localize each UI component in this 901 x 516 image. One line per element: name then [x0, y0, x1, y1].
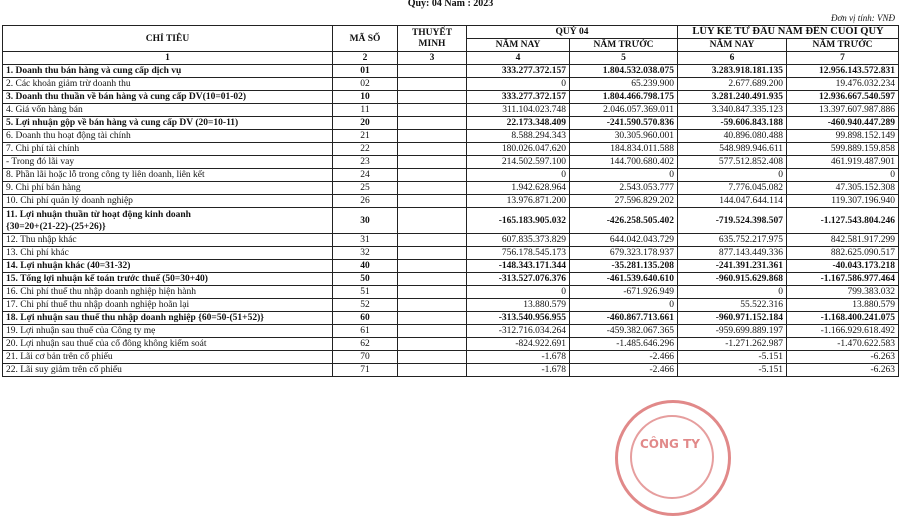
table-row	[3, 78, 899, 91]
value-ytd-last-year: 842.581.917.299	[787, 234, 899, 247]
row-label: 9. Chi phí bán hàng	[3, 182, 333, 195]
value-quarter-this-year: 0	[467, 169, 570, 182]
value-quarter-this-year: -312.716.034.264	[467, 325, 570, 338]
table-row	[3, 273, 899, 286]
value-quarter-this-year: 0	[467, 78, 570, 91]
value-ytd-last-year: -460.940.447.289	[787, 117, 899, 130]
value-quarter-last-year: -35.281.135.208	[570, 260, 678, 273]
table-row	[3, 351, 899, 364]
row-code: 11	[333, 104, 398, 117]
value-quarter-this-year: -824.922.691	[467, 338, 570, 351]
row-code: 21	[333, 130, 398, 143]
row-label: 18. Lợi nhuận sau thuế thu nhập doanh nghiệp {60=50-(51+52)}	[3, 312, 333, 325]
col-header-ytd-last-year: NĂM TRƯỚC	[787, 39, 899, 52]
row-code: 70	[333, 351, 398, 364]
row-note	[398, 91, 467, 104]
value-quarter-this-year: 22.173.348.409	[467, 117, 570, 130]
value-quarter-last-year: 1.804.532.038.075	[570, 65, 678, 78]
row-code: 22	[333, 143, 398, 156]
table-row	[3, 338, 899, 351]
value-ytd-this-year: 0	[678, 286, 787, 299]
table-row	[3, 286, 899, 299]
value-ytd-last-year: 882.625.090.517	[787, 247, 899, 260]
value-ytd-last-year: 0	[787, 169, 899, 182]
row-note	[398, 299, 467, 312]
row-code: 01	[333, 65, 398, 78]
value-ytd-last-year: -40.043.173.218	[787, 260, 899, 273]
table-row	[3, 247, 899, 260]
value-quarter-this-year: 607.835.373.829	[467, 234, 570, 247]
value-ytd-last-year: 12.936.667.540.597	[787, 91, 899, 104]
row-note	[398, 104, 467, 117]
row-label: 22. Lãi suy giảm trên cổ phiếu	[3, 364, 333, 377]
row-code: 50	[333, 273, 398, 286]
value-ytd-last-year: 19.476.032.234	[787, 78, 899, 91]
row-code: 10	[333, 91, 398, 104]
table-row	[3, 260, 899, 273]
value-quarter-this-year: 180.026.047.620	[467, 143, 570, 156]
value-ytd-this-year: -1.271.262.987	[678, 338, 787, 351]
table-row	[3, 182, 899, 195]
col-header-quarter: QUÝ 04	[467, 26, 678, 39]
value-quarter-this-year: -1.678	[467, 351, 570, 364]
value-quarter-last-year: 0	[570, 169, 678, 182]
col-header-ytd-this-year: NĂM NAY	[678, 39, 787, 52]
row-code: 40	[333, 260, 398, 273]
row-code: 25	[333, 182, 398, 195]
company-seal-inner-ring	[630, 415, 714, 499]
row-code: 30	[333, 208, 398, 234]
row-label-line1: 11. Lợi nhuận thuần từ hoạt động kinh doanh	[6, 209, 191, 220]
value-quarter-last-year: -460.867.713.661	[570, 312, 678, 325]
value-ytd-this-year: -5.151	[678, 364, 787, 377]
value-quarter-last-year: -459.382.067.365	[570, 325, 678, 338]
value-quarter-last-year: 679.323.178.937	[570, 247, 678, 260]
value-ytd-this-year: 3.283.918.181.135	[678, 65, 787, 78]
value-ytd-last-year: 119.307.196.940	[787, 195, 899, 208]
col-index: 1	[3, 52, 333, 65]
row-code: 32	[333, 247, 398, 260]
value-quarter-last-year: -1.485.646.296	[570, 338, 678, 351]
row-code: 26	[333, 195, 398, 208]
value-ytd-last-year: -1.166.929.618.492	[787, 325, 899, 338]
value-ytd-this-year: 40.896.080.488	[678, 130, 787, 143]
table-row	[3, 195, 899, 208]
value-ytd-this-year: 144.047.644.114	[678, 195, 787, 208]
value-ytd-this-year: -960.971.152.184	[678, 312, 787, 325]
col-header-note-line2: MINH	[418, 39, 446, 49]
value-quarter-this-year: 0	[467, 286, 570, 299]
table-row	[3, 208, 899, 234]
value-ytd-last-year: 12.956.143.572.831	[787, 65, 899, 78]
value-quarter-this-year: 311.104.023.748	[467, 104, 570, 117]
row-label: 19. Lợi nhuận sau thuế của Công ty mẹ	[3, 325, 333, 338]
col-index: 5	[570, 52, 678, 65]
value-ytd-last-year: -1.470.622.583	[787, 338, 899, 351]
row-code: 52	[333, 299, 398, 312]
row-label: 7. Chi phí tài chính	[3, 143, 333, 156]
table-row	[3, 156, 899, 169]
row-note	[398, 65, 467, 78]
row-note	[398, 364, 467, 377]
row-label: 6. Doanh thu hoạt động tài chính	[3, 130, 333, 143]
row-note	[398, 338, 467, 351]
value-ytd-this-year: -241.391.231.361	[678, 260, 787, 273]
value-quarter-this-year: -313.527.076.376	[467, 273, 570, 286]
value-quarter-last-year: 65.239.900	[570, 78, 678, 91]
row-note	[398, 234, 467, 247]
row-code: 23	[333, 156, 398, 169]
value-ytd-last-year: 13.397.607.987.886	[787, 104, 899, 117]
value-ytd-last-year: -1.167.586.977.464	[787, 273, 899, 286]
row-label: - Trong đó lãi vay	[3, 156, 333, 169]
col-header-note	[398, 26, 467, 52]
row-note	[398, 351, 467, 364]
row-label: 5. Lợi nhuận gộp về bán hàng và cung cấp DV (20=10-11)	[3, 117, 333, 130]
income-statement-table	[2, 25, 899, 377]
row-label: 12. Thu nhập khác	[3, 234, 333, 247]
value-quarter-this-year: -313.540.956.955	[467, 312, 570, 325]
col-index: 7	[787, 52, 899, 65]
value-quarter-this-year: 333.277.372.157	[467, 65, 570, 78]
value-quarter-last-year: 184.834.011.588	[570, 143, 678, 156]
row-label: 21. Lãi cơ bản trên cổ phiếu	[3, 351, 333, 364]
value-ytd-last-year: 599.889.159.858	[787, 143, 899, 156]
table-row	[3, 312, 899, 325]
table-row	[3, 65, 899, 78]
row-label: 14. Lợi nhuận khác (40=31-32)	[3, 260, 333, 273]
row-note	[398, 78, 467, 91]
value-quarter-last-year: 27.596.829.202	[570, 195, 678, 208]
row-note	[398, 286, 467, 299]
row-code: 02	[333, 78, 398, 91]
table-row	[3, 91, 899, 104]
row-code: 31	[333, 234, 398, 247]
row-note	[398, 156, 467, 169]
value-quarter-last-year: -426.258.505.402	[570, 208, 678, 234]
table-row	[3, 325, 899, 338]
row-note	[398, 260, 467, 273]
row-label: 17. Chi phí thuế thu nhập doanh nghiệp hoãn lại	[3, 299, 333, 312]
value-quarter-last-year: 2.543.053.777	[570, 182, 678, 195]
col-index: 3	[398, 52, 467, 65]
row-code: 60	[333, 312, 398, 325]
row-label: 3. Doanh thu thuần về bán hàng và cung cấp DV(10=01-02)	[3, 91, 333, 104]
row-label: 2. Các khoản giảm trừ doanh thu	[3, 78, 333, 91]
report-period: Quý: 04 Năm : 2023	[407, 0, 494, 9]
row-code: 24	[333, 169, 398, 182]
currency-unit: Đơn vị tính: VNĐ	[830, 13, 895, 23]
value-ytd-last-year: 47.305.152.308	[787, 182, 899, 195]
row-code: 62	[333, 338, 398, 351]
row-label: 16. Chi phí thuế thu nhập doanh nghiệp hiện hành	[3, 286, 333, 299]
col-index: 4	[467, 52, 570, 65]
value-ytd-this-year: -59.606.843.188	[678, 117, 787, 130]
row-label: 8. Phần lãi hoặc lỗ trong công ty liên doanh, liên kết	[3, 169, 333, 182]
value-quarter-last-year: 0	[570, 299, 678, 312]
value-quarter-last-year: -461.539.640.610	[570, 273, 678, 286]
row-note	[398, 208, 467, 234]
col-index: 2	[333, 52, 398, 65]
col-header-q-last-year: NĂM TRƯỚC	[570, 39, 678, 52]
row-label: 10. Chi phí quản lý doanh nghiệp	[3, 195, 333, 208]
value-ytd-last-year: -6.263	[787, 364, 899, 377]
row-label: 13. Chi phí khác	[3, 247, 333, 260]
value-quarter-last-year: 644.042.043.729	[570, 234, 678, 247]
value-ytd-this-year: 7.776.045.082	[678, 182, 787, 195]
row-note	[398, 117, 467, 130]
row-note	[398, 273, 467, 286]
row-note	[398, 247, 467, 260]
value-ytd-last-year: 99.898.152.149	[787, 130, 899, 143]
value-ytd-this-year: 55.522.316	[678, 299, 787, 312]
value-quarter-last-year: 1.804.466.798.175	[570, 91, 678, 104]
row-label-line2: {30=20+(21-22)-(25+26)}	[6, 221, 106, 232]
value-quarter-last-year: 2.046.057.369.011	[570, 104, 678, 117]
row-code: 20	[333, 117, 398, 130]
row-label	[3, 208, 333, 234]
row-label: 20. Lợi nhuận sau thuế của cổ đông không kiểm soát	[3, 338, 333, 351]
value-ytd-last-year: 799.383.032	[787, 286, 899, 299]
col-index: 6	[678, 52, 787, 65]
value-quarter-last-year: -2.466	[570, 364, 678, 377]
value-ytd-this-year: -5.151	[678, 351, 787, 364]
value-quarter-this-year: 214.502.597.100	[467, 156, 570, 169]
row-label: 15. Tổng lợi nhuận kế toán trước thuế (50=30+40)	[3, 273, 333, 286]
value-ytd-this-year: 548.989.946.611	[678, 143, 787, 156]
row-note	[398, 169, 467, 182]
row-code: 71	[333, 364, 398, 377]
value-ytd-last-year: 13.880.579	[787, 299, 899, 312]
value-ytd-this-year: 0	[678, 169, 787, 182]
company-seal	[615, 400, 731, 516]
value-quarter-this-year: 333.277.372.157	[467, 91, 570, 104]
value-quarter-this-year: 756.178.545.173	[467, 247, 570, 260]
table-row	[3, 364, 899, 377]
value-quarter-last-year: -671.926.949	[570, 286, 678, 299]
row-note	[398, 143, 467, 156]
table-row	[3, 234, 899, 247]
value-quarter-this-year: 13.976.871.200	[467, 195, 570, 208]
table-row	[3, 130, 899, 143]
value-ytd-last-year: -6.263	[787, 351, 899, 364]
row-note	[398, 182, 467, 195]
value-ytd-this-year: 3.340.847.335.123	[678, 104, 787, 117]
row-code: 51	[333, 286, 398, 299]
value-ytd-last-year: -1.127.543.804.246	[787, 208, 899, 234]
table-row	[3, 104, 899, 117]
row-note	[398, 195, 467, 208]
value-ytd-last-year: 461.919.487.901	[787, 156, 899, 169]
col-header-note-line1: THUYẾT	[411, 28, 453, 38]
row-note	[398, 130, 467, 143]
value-quarter-this-year: -148.343.171.344	[467, 260, 570, 273]
col-header-q-this-year: NĂM NAY	[467, 39, 570, 52]
value-quarter-last-year: 144.700.680.402	[570, 156, 678, 169]
statement-rows	[3, 65, 899, 377]
table-row	[3, 299, 899, 312]
col-header-code: MÃ SỐ	[333, 26, 398, 52]
value-ytd-this-year: 2.677.689.200	[678, 78, 787, 91]
value-ytd-this-year: 877.143.449.336	[678, 247, 787, 260]
value-quarter-this-year: -165.183.905.032	[467, 208, 570, 234]
col-header-item: CHỈ TIÊU	[3, 26, 333, 52]
value-ytd-last-year: -1.168.400.241.075	[787, 312, 899, 325]
row-note	[398, 312, 467, 325]
value-quarter-last-year: -241.590.570.836	[570, 117, 678, 130]
value-ytd-this-year: -959.699.889.197	[678, 325, 787, 338]
table-row	[3, 143, 899, 156]
value-quarter-this-year: 13.880.579	[467, 299, 570, 312]
value-ytd-this-year: 577.512.852.408	[678, 156, 787, 169]
company-seal-text: CÔNG TY	[640, 437, 700, 451]
row-label: 1. Doanh thu bán hàng và cung cấp dịch vụ	[3, 65, 333, 78]
table-row	[3, 117, 899, 130]
row-label: 4. Giá vốn hàng bán	[3, 104, 333, 117]
value-quarter-this-year: 1.942.628.964	[467, 182, 570, 195]
value-quarter-this-year: 8.588.294.343	[467, 130, 570, 143]
value-ytd-this-year: -719.524.398.507	[678, 208, 787, 234]
value-ytd-this-year: -960.915.629.868	[678, 273, 787, 286]
table-row	[3, 169, 899, 182]
value-quarter-last-year: 30.305.960.001	[570, 130, 678, 143]
row-note	[398, 325, 467, 338]
value-quarter-last-year: -2.466	[570, 351, 678, 364]
value-ytd-this-year: 635.752.217.975	[678, 234, 787, 247]
value-quarter-this-year: -1.678	[467, 364, 570, 377]
row-code: 61	[333, 325, 398, 338]
value-ytd-this-year: 3.281.240.491.935	[678, 91, 787, 104]
col-header-ytd: LŨY KẾ TỪ ĐẦU NĂM ĐẾN CUỐI QUÝ	[678, 26, 899, 39]
